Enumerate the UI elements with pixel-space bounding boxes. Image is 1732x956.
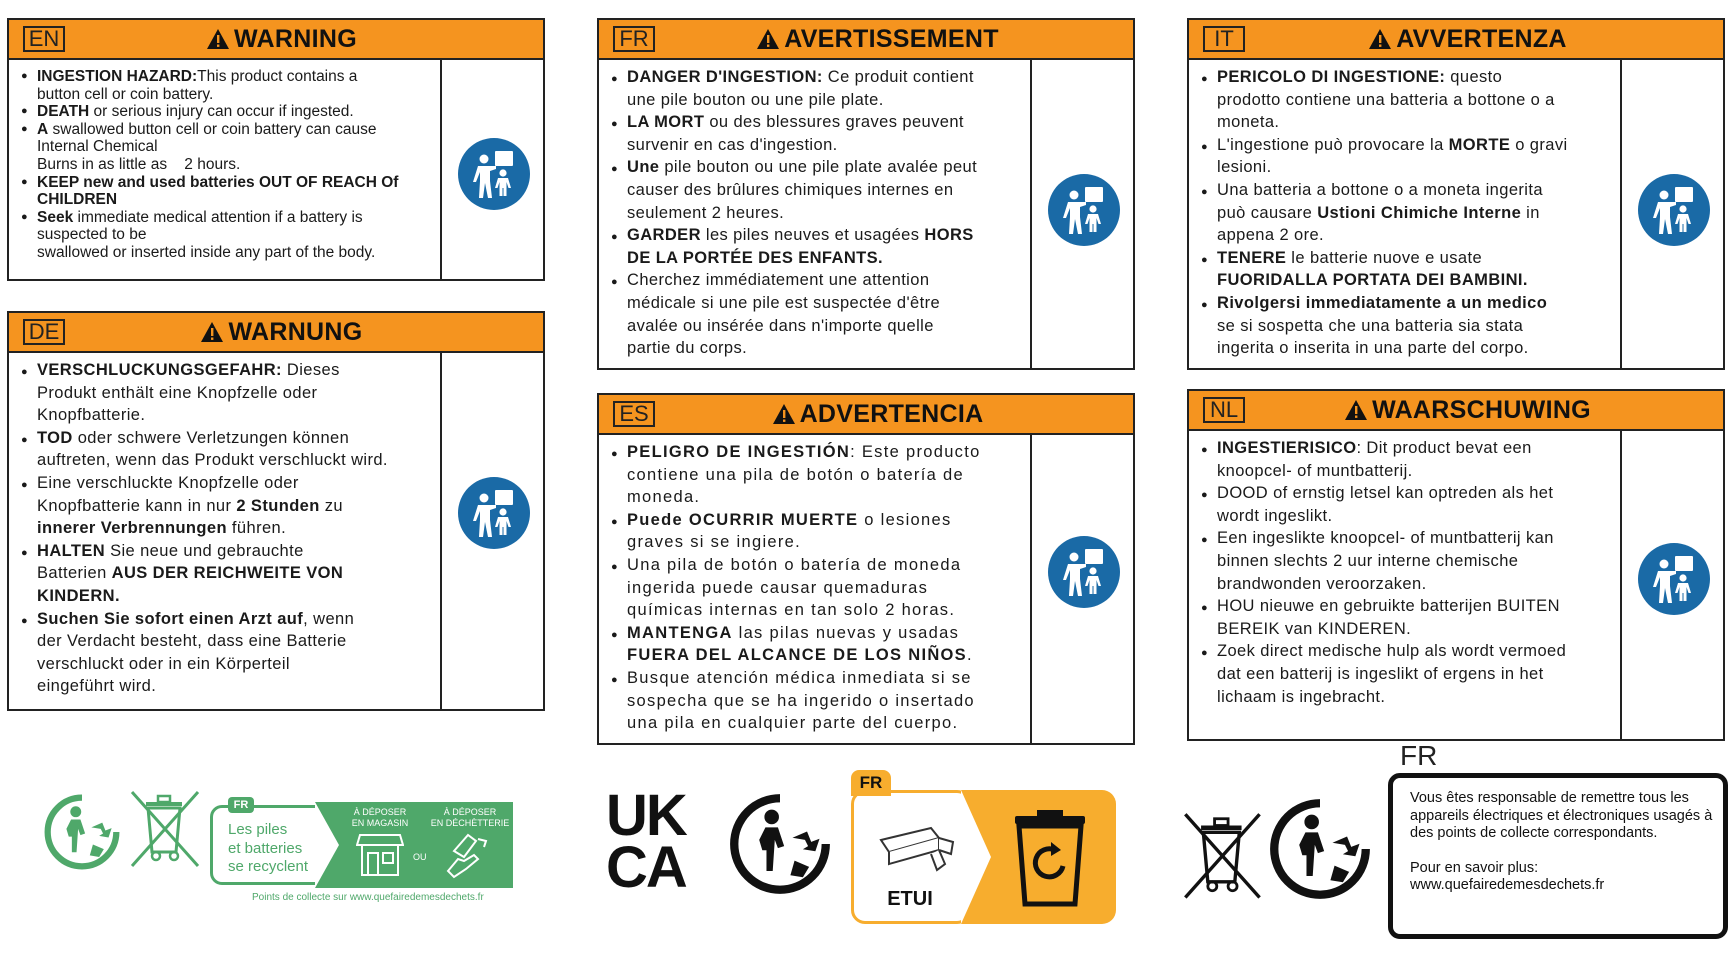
warning-triangle-icon [199, 321, 225, 343]
keep-away-from-children-icon [1048, 536, 1120, 608]
panel-header [9, 313, 543, 353]
bullet-continuation: Batterien AUS DER REICHWEITE VON [37, 564, 344, 583]
panel-title: WARNING [9, 25, 543, 53]
bullet-continuation: survenir en cas d'ingestion. [627, 135, 838, 154]
panel-header [599, 20, 1133, 60]
bullet-continuation: innerer Verbrennungen führen. [37, 519, 287, 538]
battery-recycling-label [210, 797, 513, 889]
waste-center-line: À DÉPOSER [443, 807, 497, 817]
bullet-continuation: button cell or coin battery. [37, 85, 214, 103]
bullet-continuation: Burns in as little as 2 hours. [37, 155, 241, 173]
panel-divider [440, 351, 442, 709]
warning-panel-en [7, 18, 545, 281]
language-code: FR [613, 26, 655, 52]
language-code: DE [23, 319, 65, 345]
panel-title: WAARSCHUWING [1189, 396, 1723, 424]
green-label-line: et batteries [228, 839, 303, 857]
box-icon [879, 820, 959, 876]
weee-info-text: Vous êtes responsable de remettre tous les appareils électriques et électroniques usagés à des points de collecte correspondants. [1410, 790, 1713, 841]
bullet-continuation: auftreten, wenn das Produkt verschluckt wird. [37, 451, 388, 470]
panel-title: WARNUNG [9, 318, 543, 346]
panel-body [611, 441, 981, 735]
ukca-line: CA [606, 835, 686, 900]
bullet-continuation: lesioni. [1217, 158, 1272, 177]
bullet-continuation: contiene una pila de botón o batería de [627, 465, 964, 484]
waste-center-label [428, 807, 512, 829]
bullet-item: ● Suchen Sie sofort einen Arzt auf, wenn [21, 608, 388, 631]
panel-divider [440, 58, 442, 279]
panel-title: AVVERTENZA [1189, 25, 1723, 53]
fr-badge: FR [228, 797, 254, 813]
or-label: OU [413, 852, 427, 862]
bullet-item: ● GARDER les piles neuves et usagées HORS [611, 224, 977, 247]
bullet-item: ● LA MORT ou des blessures graves peuvent [611, 111, 977, 134]
bullet-item: ● INGESTION HAZARD:This product contains a [21, 68, 398, 86]
bullet-continuation: Knopfbatterie. [37, 406, 146, 425]
bullet-item: ● Busque atención médica inmediata si se [611, 667, 981, 690]
fr-box-title: FR [1400, 740, 1438, 771]
warning-triangle-icon [771, 403, 797, 425]
panel-header [1189, 391, 1723, 431]
language-code: ES [613, 401, 655, 427]
bullet-continuation: se si sospetta che una batteria sia stata [1217, 316, 1524, 335]
warning-panel-it [1187, 18, 1725, 370]
bullet-continuation: seulement 2 heures. [627, 203, 785, 222]
bullet-continuation: químicas internas en tan solo 2 horas. [627, 601, 956, 620]
recycling-bin-icon [1011, 810, 1089, 910]
bullet-continuation: brandwonden veroorzaken. [1217, 574, 1427, 593]
panel-body [1201, 437, 1566, 708]
green-label-arrow [315, 802, 343, 888]
bullet-continuation: causer des brûlures chimiques internes en [627, 180, 954, 199]
store-drop-line: EN MAGASIN [351, 818, 409, 828]
warning-panel-de [7, 311, 545, 711]
keep-away-from-children-icon [1048, 174, 1120, 246]
warning-triangle-icon [205, 28, 231, 50]
language-code: EN [23, 26, 65, 52]
bullet-continuation: CHILDREN [37, 191, 118, 209]
bullet-item: ● Een ingeslikte knoopcel- of muntbatterij kan [1201, 527, 1566, 550]
bullet-continuation: knoopcel- of muntbatterij. [1217, 461, 1413, 480]
keep-away-from-children-icon [458, 477, 530, 549]
green-label-line: Les piles [228, 821, 288, 838]
bullet-continuation: eingeführt wird. [37, 677, 157, 696]
crossed-bin-icon [1180, 812, 1266, 902]
bullet-item: ● Zoek direct medische hulp als wordt vermoed [1201, 640, 1566, 663]
panel-divider [1620, 58, 1622, 368]
bullet-item: ● Una pila de botón o batería de moneda [611, 554, 981, 577]
bullet-continuation: può causare Ustioni Chimiche Interne in [1217, 203, 1540, 222]
bullet-item: ● HALTEN Sie neue und gebrauchte [21, 540, 388, 563]
panel-body [611, 66, 977, 360]
warning-triangle-icon [1343, 399, 1369, 421]
bullet-item: ● L'ingestione può provocare la MORTE o gravi [1201, 134, 1568, 157]
drop-off-hand-icon [444, 831, 492, 879]
bullet-continuation: moneta. [1217, 113, 1280, 132]
bullet-continuation: binnen slechts 2 uur interne chemische [1217, 551, 1519, 570]
bullet-continuation: lichaam is ingebracht. [1217, 687, 1386, 706]
store-icon [356, 833, 404, 877]
panel-header [1189, 20, 1723, 60]
bullet-item: ● HOU nieuwe en gebruikte batterijen BUITEN [1201, 595, 1566, 618]
ukca-mark [606, 783, 686, 900]
bullet-continuation: KINDERN. [37, 586, 120, 605]
bullet-item: ● Rivolgersi immediatamente a un medico [1201, 292, 1568, 315]
bullet-item: ● KEEP new and used batteries OUT OF REACH Of [21, 174, 398, 192]
collection-points-footer: Points de collecte sur www.quefairedemesdechets.fr [252, 892, 484, 903]
panel-title: AVERTISSEMENT [599, 25, 1133, 53]
panel-header [9, 20, 543, 60]
bullet-continuation: swallowed or inserted inside any part of the body. [37, 243, 376, 261]
bullet-continuation: DE LA PORTÉE DES ENFANTS. [627, 248, 884, 267]
bullet-item: ● Una batteria a bottone o a moneta ingerita [1201, 179, 1568, 202]
bullet-continuation: una pila en cualquier parte del cuerpo. [627, 714, 959, 733]
panel-body [21, 359, 388, 698]
etui-sorting-label [851, 770, 1116, 926]
weee-info-box [1388, 773, 1728, 939]
warning-panel-es [597, 393, 1135, 745]
panel-divider [1030, 433, 1032, 743]
bullet-continuation: suspected to be [37, 226, 147, 244]
bullet-continuation: médicale si une pile est suspectée d'être [627, 293, 941, 312]
keep-away-from-children-icon [1638, 174, 1710, 246]
bullet-continuation: Internal Chemical [37, 138, 158, 156]
ukca-line: UK [606, 783, 686, 848]
language-code: NL [1203, 397, 1245, 423]
bullet-item: ● MANTENGA las pilas nuevas y usadas [611, 622, 981, 645]
warning-panel-nl [1187, 389, 1725, 741]
etui-label-text: ETUI [887, 888, 933, 910]
green-label-line: se recyclent [228, 858, 309, 875]
triman-black-icon [728, 792, 832, 896]
bullet-continuation: une pile bouton ou une pile plate. [627, 90, 884, 109]
bullet-item: ● A swallowed button cell or coin battery can cause [21, 121, 398, 139]
language-code: IT [1203, 26, 1245, 52]
store-drop-line: À DÉPOSER [353, 807, 407, 817]
waste-center-line: EN DÉCHÈTTERIE [430, 818, 510, 828]
bullet-continuation: Produkt enthält eine Knopfzelle oder [37, 383, 318, 402]
bullet-continuation: appena 2 ore. [1217, 226, 1325, 245]
bullet-item: ● Eine verschluckte Knopfzelle oder [21, 472, 388, 495]
store-drop-label [346, 807, 414, 829]
crossed-bin-icon [128, 790, 203, 870]
bullet-continuation: moneda. [627, 488, 701, 507]
bullet-continuation: ingerita o inserita in una parte del corpo. [1217, 339, 1529, 358]
green-label-text [228, 821, 308, 877]
panel-body [21, 68, 398, 262]
bullet-continuation: verschluckt oder in ein Körperteil [37, 654, 290, 673]
bullet-continuation: Knopfbatterie kann in nur 2 Stunden zu [37, 496, 343, 515]
bullet-continuation: graves si se ingiere. [627, 533, 802, 552]
triman-green-icon [43, 793, 121, 871]
keep-away-from-children-icon [1638, 543, 1710, 615]
panel-body [1201, 66, 1568, 360]
bullet-item: ● PELIGRO DE INGESTIÓN: Este producto [611, 441, 981, 464]
bullet-continuation: partie du corps. [627, 339, 748, 358]
bullet-item: ● Cherchez immédiatement une attention [611, 269, 977, 292]
bullet-continuation: wordt ingeslikt. [1217, 506, 1333, 525]
bullet-item: ● DANGER D'INGESTION: Ce produit contient [611, 66, 977, 89]
panel-title: ADVERTENCIA [599, 400, 1133, 428]
bullet-continuation: BEREIK van KINDEREN. [1217, 619, 1412, 638]
bullet-continuation: FUERA DEL ALCANCE DE LOS NIÑOS. [627, 646, 973, 665]
bullet-item: ● PERICOLO DI INGESTIONE: questo [1201, 66, 1568, 89]
bullet-item: ● TENERE le batterie nuove e usate [1201, 247, 1568, 270]
warning-panel-fr [597, 18, 1135, 370]
bullet-continuation: avalée ou insérée dans n'importe quelle [627, 316, 934, 335]
bullet-continuation: FUORIDALLA PORTATA DEI BAMBINI. [1217, 271, 1528, 290]
triman-black-icon [1268, 797, 1372, 901]
bullet-item: ● DEATH or serious injury can occur if ingested. [21, 103, 398, 121]
bullet-item: ● DOOD of ernstig letsel kan optreden als het [1201, 482, 1566, 505]
fr-badge: FR [851, 770, 891, 796]
bullet-item: ● Puede OCURRIR MUERTE o lesiones [611, 509, 981, 532]
bullet-continuation: ingerida puede causar quemaduras [627, 578, 929, 597]
weee-info-more: Pour en savoir plus: [1410, 859, 1539, 876]
bullet-item: ● INGESTIERISICO: Dit product bevat een [1201, 437, 1566, 460]
bullet-item: ● Seek immediate medical attention if a battery is [21, 209, 398, 227]
bullet-continuation: der Verdacht besteht, dass eine Batterie [37, 632, 347, 651]
warning-triangle-icon [1367, 28, 1393, 50]
warning-triangle-icon [755, 28, 781, 50]
weee-info-url: www.quefairedemesdechets.fr [1410, 877, 1605, 893]
panel-divider [1620, 429, 1622, 739]
bullet-item: ● VERSCHLUCKUNGSGEFAHR: Dieses [21, 359, 388, 382]
panel-header [599, 395, 1133, 435]
bullet-item: ● TOD oder schwere Verletzungen können [21, 427, 388, 450]
panel-divider [1030, 58, 1032, 368]
bullet-continuation: dat een batterij is ingeslikt of ergens in het [1217, 664, 1544, 683]
bullet-continuation: sospecha que se ha ingerido o insertado [627, 691, 975, 710]
keep-away-from-children-icon [458, 138, 530, 210]
bullet-continuation: prodotto contiene una batteria a bottone o a [1217, 90, 1555, 109]
bullet-item: ● Une pile bouton ou une pile plate avalée peut [611, 156, 977, 179]
